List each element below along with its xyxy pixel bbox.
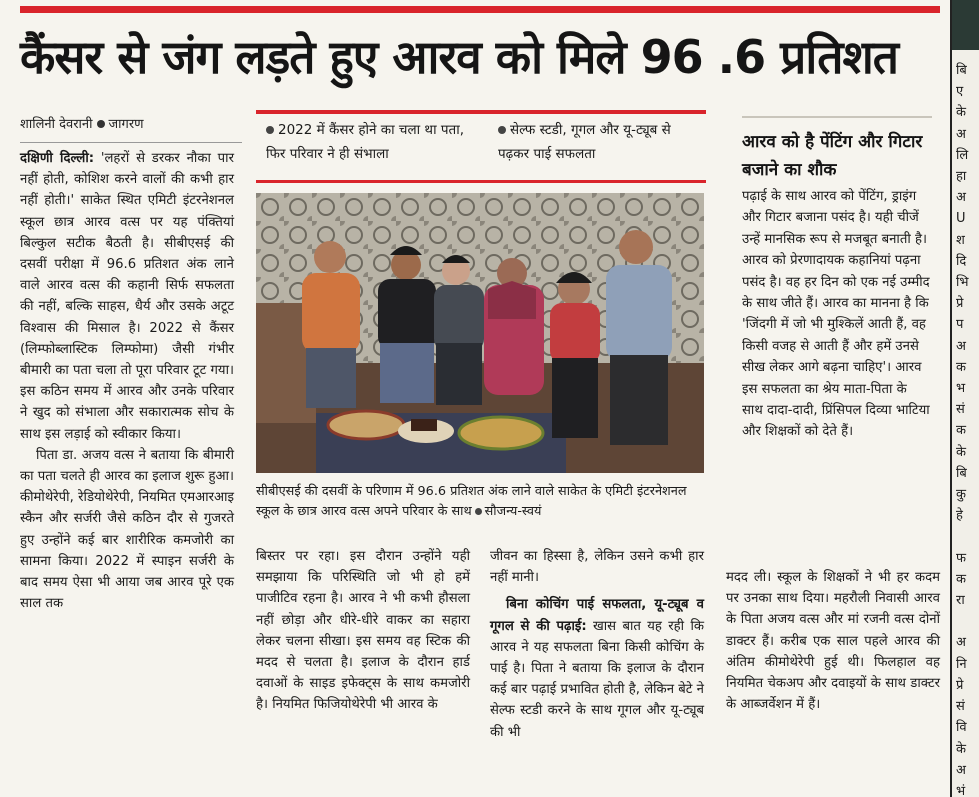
- column-4-text: मदद ली। स्कूल के शिक्षकों ने भी हर कदम पर उनका साथ दिया। महरौली निवासी आरव के पिता अजय वत्स और मां रजनी वत्स दोनों डाक्टर हैं। करीब एक साल पहले आरव की अंतिम कीमोथेरेपी हुई थी। फिलहाल वह नियमित चेकअप और दवाइयों के साथ डाक्टर के आब्जर्वेशन में हैं।: [726, 570, 940, 713]
- adjacent-photo-fragment: [952, 0, 979, 50]
- adjacent-text-fragment: प: [956, 317, 964, 333]
- adjacent-text-fragment: भि: [956, 275, 969, 291]
- caption-text: सीबीएसई की दसवीं के परिणाम में 96.6 प्रतिशत अंक लाने वाले साकेत के एमिटी इंटरनेशनल स्कूल के छात्र आरव वत्स अपने परिवार के साथ: [256, 484, 687, 519]
- adjacent-text-fragment: नि: [956, 656, 967, 672]
- adjacent-text-fragment: क: [956, 571, 966, 587]
- adjacent-text-fragment: वि: [956, 720, 967, 736]
- adjacent-text-fragment: क: [956, 423, 966, 439]
- adjacent-text-fragment: सं: [956, 699, 965, 715]
- column-3-paragraph-2-text: खास बात यह रही कि आरव ने यह सफलता बिना किसी कोचिंग के पाई है। पिता ने बताया कि इलाज के दौरान कई बार पढ़ाई प्रभावित होती है, लेकिन बेटे ने सेल्फ स्टडी करने के साथ गूगल और यू-ट्यूब की भी: [490, 618, 704, 740]
- adjacent-text-fragment: हा: [956, 169, 967, 185]
- adjacent-text-fragment: दि: [956, 253, 967, 269]
- adjacent-text-fragment: भ: [956, 381, 966, 397]
- adjacent-article-text: [956, 60, 969, 797]
- photo-caption: [256, 482, 704, 522]
- adjacent-text-fragment: फ: [956, 550, 967, 566]
- sidebar-box: [742, 186, 930, 443]
- adjacent-text-fragment: अ: [956, 126, 966, 142]
- byline-rule: [20, 142, 242, 143]
- article-column-3: [490, 546, 704, 743]
- adjacent-text-fragment: अ: [956, 762, 966, 778]
- adjacent-text-fragment: प्रे: [956, 296, 964, 312]
- highlight-1-text: 2022 में कैंसर होने का चला था पता, फिर परिवार ने ही संभाला: [266, 122, 465, 162]
- adjacent-text-fragment: प्रे: [956, 677, 964, 693]
- adjacent-text-fragment: अ: [956, 190, 966, 206]
- photo-credit: सौजन्य-स्वयं: [484, 504, 542, 519]
- adjacent-text-fragment: श: [956, 232, 965, 248]
- adjacent-text-fragment: बि: [956, 63, 967, 78]
- top-red-rule: [20, 6, 940, 13]
- article-column-1: [20, 148, 234, 614]
- adjacent-text-fragment: ए: [956, 84, 964, 100]
- adjacent-text-fragment: सं: [956, 402, 965, 418]
- adjacent-text-fragment: के: [956, 741, 966, 757]
- sidebar-title: आरव को है पेंटिंग और गिटार बजाने का शौक: [742, 132, 923, 180]
- adjacent-text-fragment: भं: [956, 783, 966, 797]
- bullet-icon: [97, 120, 105, 128]
- highlight-1: [266, 118, 482, 166]
- adjacent-text-fragment: बि: [956, 465, 967, 481]
- highlight-2: [498, 118, 700, 166]
- column-2-text: बिस्तर पर रहा। इस दौरान उन्होंने यही समझाया कि परिस्थिति जो भी हो हमें पाजीटिव रहना है। आरव ने भी कभी हौसला नहीं छोड़ा और धीरे-धीरे वाकर का सहारा लेकर चलना सीखा। इस समय वह स्टिक की मदद से चलता है। इलाज के दौरान हार्ड दवाओं के साइड इफेक्ट्स के साथ कमजोरी है। नियमित फिजियोथेरेपी भी आरव के: [256, 549, 470, 713]
- paragraph-1-text: 'लहरों से डरकर नौका पार नहीं होती, कोशिश करने वालों की कभी हार नहीं होती।' साकेत स्थित एमिटी इंटरनेशनल स्कूल छात्र आरव वत्स पर यह पंक्तियां बिल्कुल सटीक बैठती है। सीबीएसई की दसवीं परीक्षा में 96.6 प्रतिशत अंक लाने वाले आरव वत्स की कहानी सिर्फ सफलता की नहीं, बल्कि साहस, धैर्य और उसके अटूट विश्वास की मिसाल है। 2022 से कैंसर (लिम्फोब्लास्टिक लिम्फोमा) जैसी गंभीर बीमारी का पता चला तो पूरा परिवार टूट गया। इस कठिन समय में आरव और उनके परिवार ने खुद को संभाला और सकारात्मक सोच के साथ इस लड़ाई को स्वीकार किया।: [20, 151, 234, 442]
- family-photo-illustration: [256, 193, 704, 473]
- paragraph-1: [20, 148, 234, 445]
- adjacent-text-fragment: [956, 526, 969, 547]
- paragraph-2: पिता डा. अजय वत्स ने बताया कि बीमारी का पता चलते ही आरव का इलाज शुरू हुआ। कीमोथेरेपी, रेडियोथेरेपी, नियमित एमआरआइ स्कैन और सर्जरी जैसे कठिन दौर से गुजरते हुए उन्होंने कई बार शारीरिक कमजोरी का सामना किया। 2022 में स्पाइन सर्जरी के बाद समय ऐसा भी आया जब आरव पूरे एक साल तक: [20, 447, 234, 612]
- sidebar-text: पढ़ाई के साथ आरव को पेंटिंग, ड्राइंग और गिटार बजाना पसंद है। यही चीजें उन्हें मानसिक रूप से मजबूत बनाती है। आरव को प्रेरणादायक कहानियां पढ़ना पसंद है। वह हर दिन को एक नई उम्मीद के साथ जीते हैं। आरव का मानना है कि 'जिंदगी में जो भी मुश्किलें आती हैं, वह किसी वजह से आती हैं और हमें उनसे सीख लेकर आगे बढ़ना चाहिए'। आरव इस सफलता का श्रेय माता-पिता के साथ दादा-दादी, प्रिंसिपल दिव्या भाटिया और शिक्षकों को देते हैं।: [742, 189, 930, 440]
- bullet-icon: [498, 126, 506, 134]
- adjacent-text-fragment: रा: [956, 593, 965, 609]
- column-3-paragraph-2: [490, 594, 704, 742]
- highlight-2-text: सेल्फ स्टडी, गूगल और यू-ट्यूब से पढ़कर पाई सफलता: [498, 122, 671, 162]
- adjacent-text-fragment: के: [956, 444, 966, 460]
- adjacent-article-strip: [950, 0, 979, 797]
- byline-source: जागरण: [108, 117, 144, 132]
- adjacent-text-fragment: कु: [956, 487, 966, 503]
- sidebar-top-rule: [742, 116, 932, 118]
- adjacent-text-fragment: लि: [956, 147, 969, 163]
- adjacent-text-fragment: हे: [956, 508, 963, 524]
- byline-author: शालिनी देवरानी: [20, 117, 93, 132]
- subhead: बिना कोचिंग पाई सफलता, यू-ट्यूब व गूगल से की पढ़ाई:: [490, 597, 704, 634]
- dateline: दक्षिणी दिल्ली:: [20, 151, 95, 166]
- bullet-icon: [266, 126, 274, 134]
- adjacent-text-fragment: अ: [956, 338, 966, 354]
- highlight-bottom-rule: [256, 180, 706, 183]
- adjacent-text-fragment: के: [956, 105, 966, 121]
- headline: कैंसर से जंग लड़ते हुए आरव को मिले 96 .6 प्रतिशत: [20, 30, 898, 84]
- article-column-4: [726, 567, 940, 715]
- adjacent-text-fragment: क: [956, 359, 966, 375]
- article-column-2: [256, 546, 470, 716]
- column-3-paragraph-1: जीवन का हिस्सा है, लेकिन उसने कभी हार नहीं मानी।: [490, 549, 704, 586]
- adjacent-text-fragment: अ: [956, 635, 966, 651]
- adjacent-text-fragment: U: [956, 211, 966, 227]
- byline: [20, 114, 144, 132]
- bullet-icon: [475, 508, 482, 515]
- adjacent-text-fragment: [956, 611, 969, 632]
- highlight-top-rule: [256, 110, 706, 114]
- family-photo: [256, 193, 704, 473]
